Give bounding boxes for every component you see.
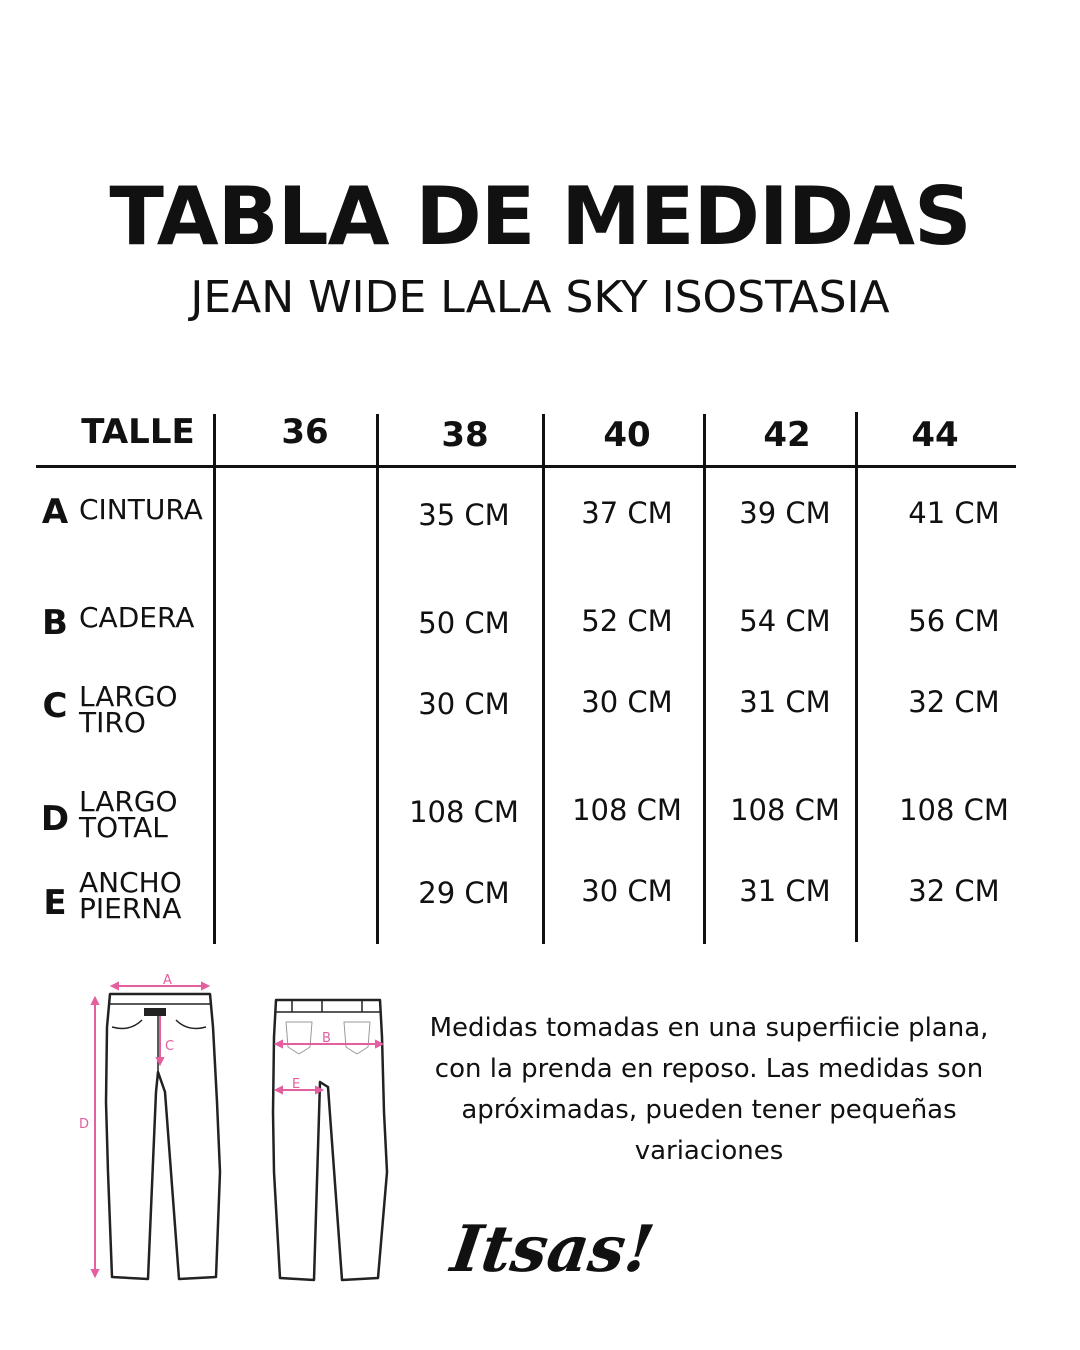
column-divider <box>542 414 545 944</box>
measure-label-b: B <box>322 1031 331 1046</box>
table-cell: 30 CM <box>581 874 673 908</box>
row-letter-a: A <box>41 492 69 532</box>
measure-label-a: A <box>163 973 172 988</box>
header-size-44: 44 <box>911 415 959 455</box>
header-size-40: 40 <box>603 415 651 455</box>
row-label-largo-total: LARGO TOTAL <box>79 785 178 844</box>
table-cell: 39 CM <box>739 496 831 530</box>
table-cell: 56 CM <box>908 604 1000 638</box>
table-cell: 31 CM <box>739 685 831 719</box>
column-divider <box>855 412 858 942</box>
table-cell: 50 CM <box>418 606 510 640</box>
header-talle: TALLE <box>81 412 195 452</box>
header-size-36: 36 <box>281 412 329 452</box>
table-cell: 30 CM <box>581 685 673 719</box>
table-cell: 32 CM <box>908 874 1000 908</box>
brand-signature: Itsas! <box>446 1212 659 1287</box>
table-cell: 52 CM <box>581 604 673 638</box>
table-cell: 108 CM <box>572 793 682 827</box>
table-cell: 32 CM <box>908 685 1000 719</box>
measure-label-c: C <box>165 1039 175 1054</box>
table-cell: 29 CM <box>418 876 510 910</box>
row-letter-d: D <box>40 799 70 839</box>
product-subtitle: JEAN WIDE LALA SKY ISOSTASIA <box>190 272 890 323</box>
table-cell: 30 CM <box>418 687 510 721</box>
table-cell: 37 CM <box>581 496 673 530</box>
page-title: TABLA DE MEDIDAS <box>109 170 971 263</box>
table-cell: 108 CM <box>899 793 1009 827</box>
row-letter-b: B <box>42 603 68 643</box>
jeans-front-diagram <box>70 972 230 1290</box>
row-label-ancho-pierna: ANCHO PIERNA <box>79 866 182 925</box>
row-letter-e: E <box>43 883 67 923</box>
table-cell: 41 CM <box>908 496 1000 530</box>
table-cell: 108 CM <box>409 795 519 829</box>
header-divider <box>36 465 1016 468</box>
column-divider <box>376 414 379 944</box>
column-divider <box>703 414 706 944</box>
header-size-38: 38 <box>441 415 489 455</box>
table-cell: 108 CM <box>730 793 840 827</box>
row-label-largo-tiro: LARGO TIRO <box>79 680 178 739</box>
measurement-note: Medidas tomadas en una superfiicie plana, con la prenda en reposo. Las medidas son apróximadas, pueden tener pequeñas variaciones <box>429 1013 989 1166</box>
row-label-cintura: CINTURA <box>79 493 203 526</box>
row-label-cadera: CADERA <box>79 601 195 634</box>
jeans-back-diagram <box>262 992 392 1290</box>
table-cell: 54 CM <box>739 604 831 638</box>
table-cell: 35 CM <box>418 498 510 532</box>
header-size-42: 42 <box>763 415 811 455</box>
measure-label-e: E <box>292 1077 301 1092</box>
column-divider <box>213 414 216 944</box>
row-letter-c: C <box>42 686 68 726</box>
table-cell: 31 CM <box>739 874 831 908</box>
measure-label-d: D <box>79 1117 90 1132</box>
